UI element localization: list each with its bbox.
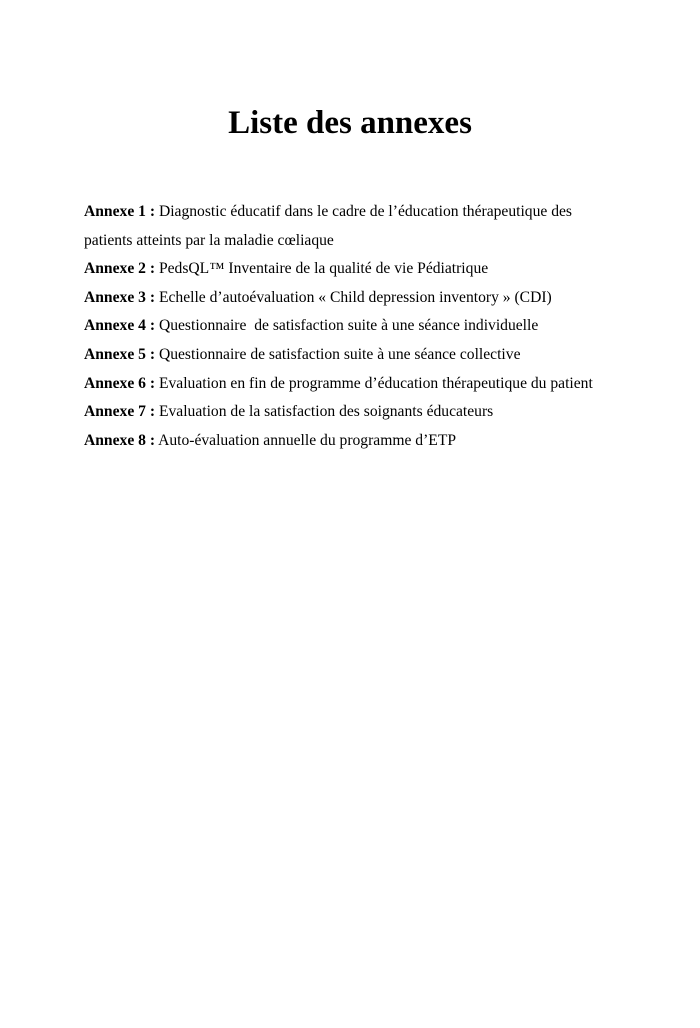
annex-label: Annexe 7 : (84, 403, 156, 421)
annex-label: Annexe 5 : (84, 345, 156, 363)
annex-text: Auto-évaluation annuelle du programme d’ETP (155, 431, 457, 449)
annex-text: PedsQL™ Inventaire de la qualité de vie Pédiatrique (155, 260, 489, 278)
annex-item-1 (84, 198, 624, 255)
annex-label: Annexe 8 : (84, 431, 156, 449)
annex-item-4 (84, 312, 624, 341)
annex-label: Annexe 3 : (84, 288, 156, 306)
annex-text: Echelle d’autoévaluation « Child depression inventory » (CDI) (155, 288, 552, 306)
annex-text: Questionnaire de satisfaction suite à une séance individuelle (155, 317, 539, 335)
annex-label: Annexe 4 : (84, 317, 156, 335)
annex-list (84, 198, 624, 455)
annex-label: Annexe 1 : (84, 203, 156, 220)
annex-label: Annexe 2 : (84, 260, 156, 278)
annex-text: Evaluation en fin de programme d’éducation thérapeutique du patient (155, 374, 593, 392)
annex-item-5 (84, 341, 624, 370)
annex-item-7 (84, 398, 624, 427)
annex-text: Diagnostic éducatif dans le cadre de l’éducation thérapeutique des patients atteints par la maladie cœliaque (84, 203, 573, 249)
annex-text: Questionnaire de satisfaction suite à une séance collective (155, 345, 521, 363)
annex-item-2 (84, 255, 624, 284)
annex-item-8 (84, 427, 624, 456)
annex-label: Annexe 6 : (84, 374, 156, 392)
annex-text: Evaluation de la satisfaction des soignants éducateurs (155, 403, 494, 421)
annex-item-6 (84, 370, 624, 399)
page-title: Liste des annexes (228, 105, 472, 141)
annex-item-3 (84, 284, 624, 313)
